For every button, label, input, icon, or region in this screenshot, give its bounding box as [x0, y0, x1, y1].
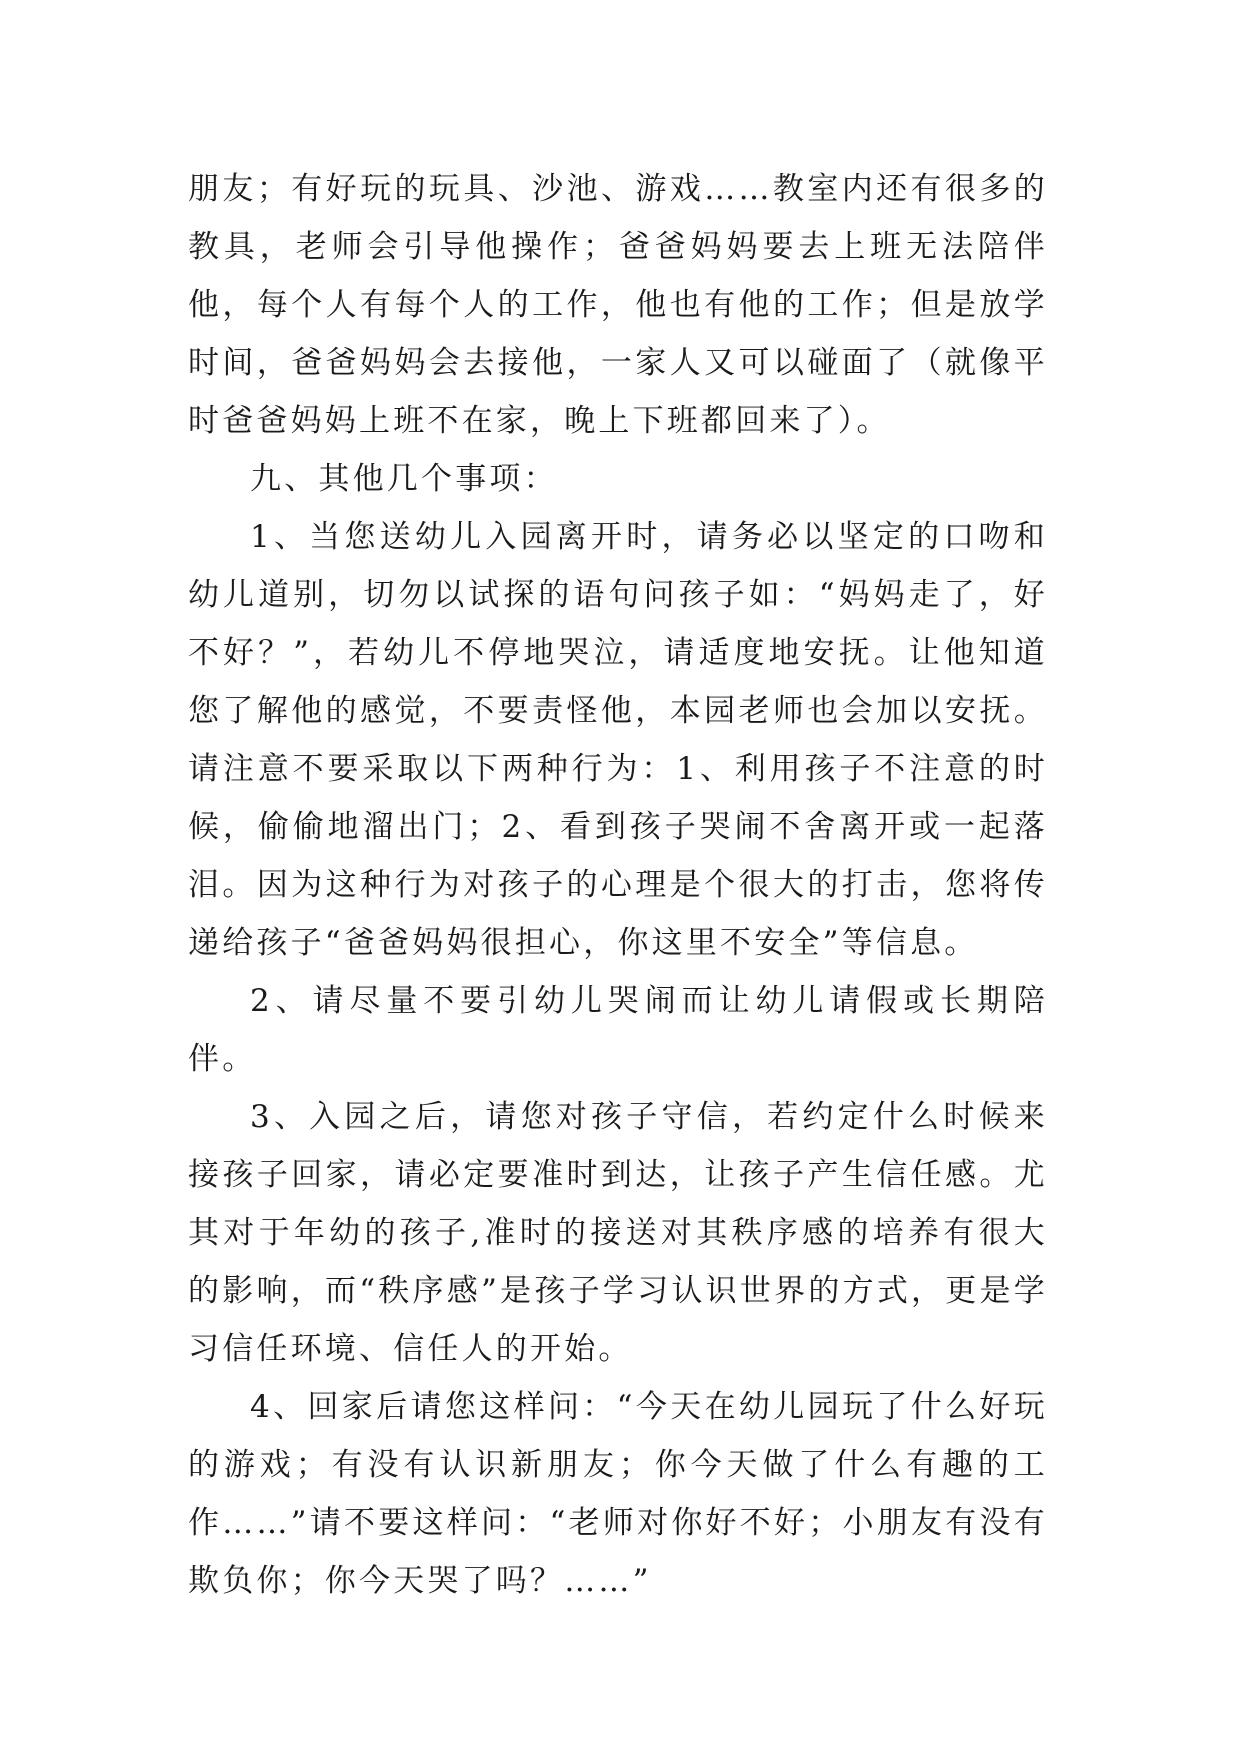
section-heading-other-matters: 九、其他几个事项：: [250, 461, 558, 497]
paragraph-item-3: 3、入园之后，请您对孩子守信，若约定什么时候来接孩子回家，请必定要准时到达，让孩子产生信任感。尤其对于年幼的孩子,准时的接送对其秩序感的培养有很大的影响，而“秩序感”是孩子学习认识世界的方式，更是学习信任环境、信任人的开始。: [188, 1099, 1048, 1367]
paragraph-item-1: 1、当您送幼儿入园离开时，请务必以坚定的口吻和幼儿道别，切勿以试探的语句问孩子如：“妈妈走了，好不好？”，若幼儿不停地哭泣，请适度地安抚。让他知道您了解他的感觉，不要责怪他，本园老师也会加以安抚。请注意不要采取以下两种行为：1、利用孩子不注意的时候，偷偷地溜出门；2、看到孩子哭闹不舍离开或一起落泪。因为这种行为对孩子的心理是个很大的打击，您将传递给孩子“爸爸妈妈很担心，你这里不安全”等信息。: [188, 519, 1048, 961]
paragraph-item-4: 4、回家后请您这样问：“今天在幼儿园玩了什么好玩的游戏；有没有认识新朋友；你今天做了什么有趣的工作……”请不要这样问：“老师对你好不好；小朋友有没有欺负你；你今天哭了吗？……”: [188, 1389, 1048, 1599]
document-body: [188, 160, 1048, 1610]
paragraph-continuation: 朋友；有好玩的玩具、沙池、游戏……教室内还有很多的教具，老师会引导他操作；爸爸妈妈要去上班无法陪伴他，每个人有每个人的工作，他也有他的工作；但是放学时间，爸爸妈妈会去接他，一家人又可以碰面了（就像平时爸爸妈妈上班不在家，晚上下班都回来了）。: [188, 171, 1048, 439]
paragraph-item-2: 2、请尽量不要引幼儿哭闹而让幼儿请假或长期陪伴。: [188, 983, 1048, 1077]
